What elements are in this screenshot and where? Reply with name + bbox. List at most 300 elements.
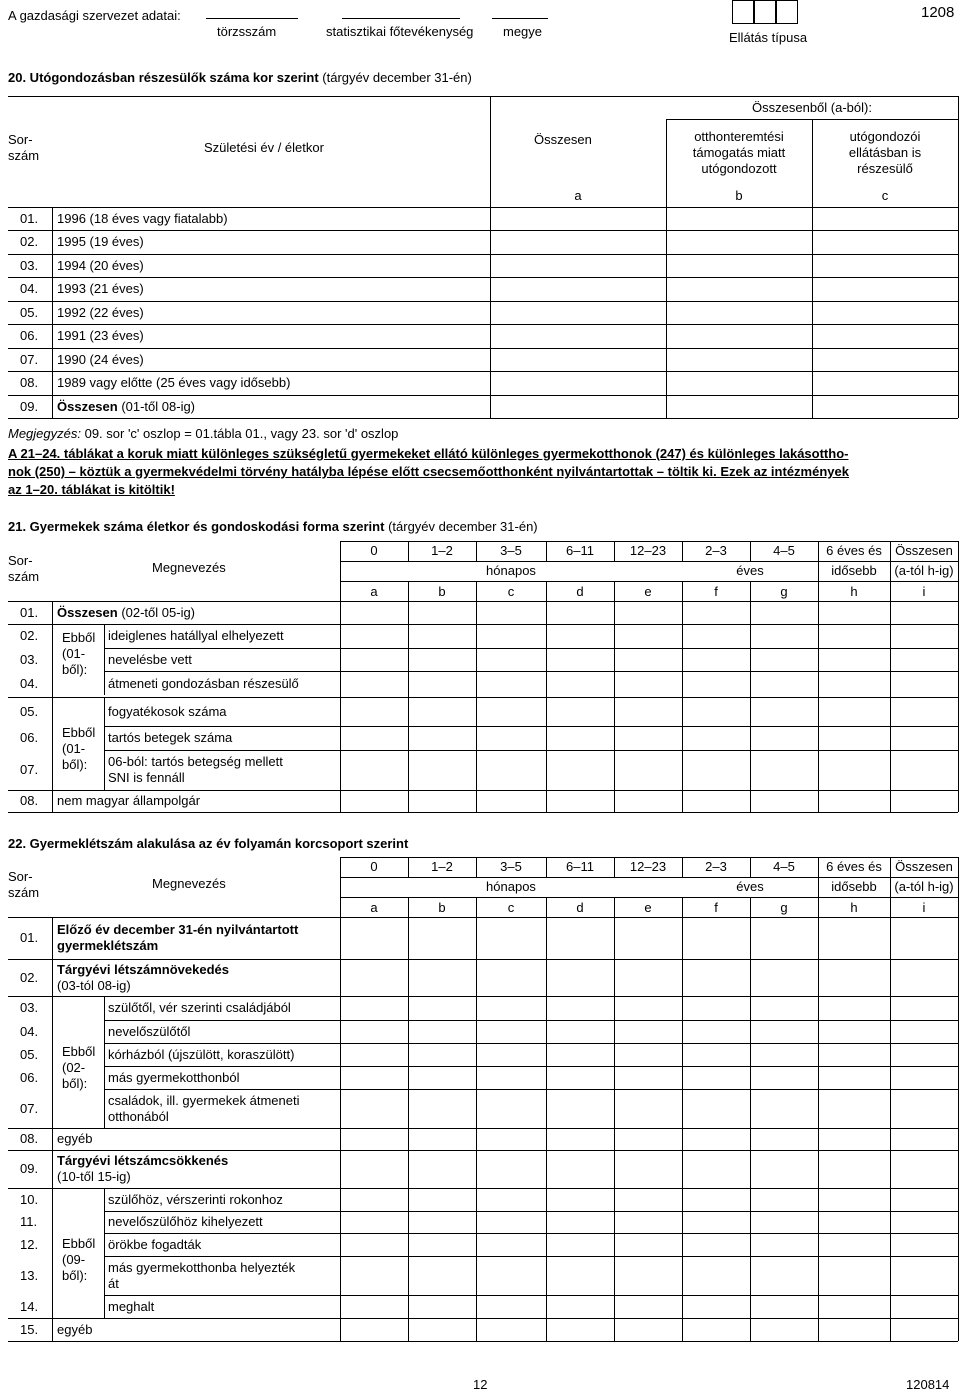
- rule-line: [476, 917, 477, 959]
- cell-b[interactable]: [668, 350, 810, 369]
- rule-line: [682, 1256, 683, 1295]
- cell-b[interactable]: [668, 209, 810, 228]
- t21-cell-d[interactable]: [548, 699, 612, 724]
- cell-b[interactable]: [668, 256, 810, 275]
- t22-cell-b[interactable]: [410, 1152, 474, 1186]
- t21-cell-f[interactable]: [684, 603, 748, 622]
- row-label: [57, 375, 290, 391]
- t21-cell-b[interactable]: [410, 728, 474, 748]
- t21-cell-g[interactable]: [752, 673, 816, 695]
- t21-cell-h[interactable]: [820, 792, 888, 810]
- t22-cell-i[interactable]: [892, 1045, 956, 1064]
- row-label-text: nevelőszülőhöz kihelyezett: [108, 1214, 263, 1229]
- rule-line: [104, 1233, 958, 1234]
- t21-cell-d[interactable]: [548, 626, 612, 646]
- t22-cell-c[interactable]: [478, 1022, 544, 1041]
- t22-cell-g[interactable]: [752, 1190, 816, 1209]
- rule-line: [958, 959, 959, 996]
- t22-cell-a[interactable]: [342, 1190, 406, 1209]
- t22-cell-i[interactable]: [892, 1091, 956, 1126]
- t21-cell-h[interactable]: [820, 673, 888, 695]
- t22-cell-b[interactable]: [410, 1091, 474, 1126]
- rule-line: [818, 790, 819, 812]
- t21-cell-i[interactable]: [892, 603, 956, 622]
- t22-cell-c[interactable]: [478, 1320, 544, 1339]
- t22-cell-f[interactable]: [684, 961, 748, 994]
- t22-cell-i[interactable]: [892, 1258, 956, 1293]
- rule-line: [818, 1043, 819, 1066]
- t22-cell-c[interactable]: [478, 1152, 544, 1186]
- cell-a[interactable]: [492, 397, 664, 416]
- t21-cell-c[interactable]: [478, 792, 544, 810]
- t21-cell-a[interactable]: [342, 792, 406, 810]
- t21-cell-c[interactable]: [478, 650, 544, 669]
- t22-cell-i[interactable]: [892, 1022, 956, 1041]
- t22-cell-b[interactable]: [410, 1320, 474, 1339]
- t21-cell-h[interactable]: [820, 752, 888, 788]
- t21-cell-e[interactable]: [616, 673, 680, 695]
- t22-cell-f[interactable]: [684, 1152, 748, 1186]
- t22-cell-h[interactable]: [820, 1068, 888, 1087]
- rule-line: [614, 1318, 615, 1341]
- rule-line: [958, 750, 959, 790]
- cell-a[interactable]: [492, 350, 664, 369]
- t22-cell-a[interactable]: [342, 1152, 406, 1186]
- row-label-text: 1991 (23 éves): [57, 328, 144, 344]
- cell-b[interactable]: [668, 373, 810, 392]
- t22-cell-h[interactable]: [820, 961, 888, 994]
- megye-blank[interactable]: [492, 18, 548, 19]
- age-header-6: 4–5: [773, 859, 795, 874]
- rule-line: [408, 1128, 409, 1150]
- cell-a[interactable]: [492, 209, 664, 228]
- rule-line: [408, 1043, 409, 1066]
- t21-cell-d[interactable]: [548, 650, 612, 669]
- t22-cell-e[interactable]: [616, 1320, 680, 1339]
- t22-cell-d[interactable]: [548, 1022, 612, 1041]
- t21-cell-g[interactable]: [752, 650, 816, 669]
- t22-cell-b[interactable]: [410, 1022, 474, 1041]
- row-number: 10.: [20, 1191, 39, 1207]
- cell-c[interactable]: [814, 350, 956, 369]
- t22-cell-c[interactable]: [478, 998, 544, 1018]
- t22-cell-f[interactable]: [684, 1190, 748, 1209]
- t22-cell-g[interactable]: [752, 1068, 816, 1087]
- t22-cell-c[interactable]: [478, 1045, 544, 1064]
- t22-cell-g[interactable]: [752, 1022, 816, 1041]
- t21-cell-g[interactable]: [752, 699, 816, 724]
- cell-a[interactable]: [492, 279, 664, 298]
- t21-cell-a[interactable]: [342, 752, 406, 788]
- t22-cell-e[interactable]: [616, 1258, 680, 1293]
- rule-line: [340, 1066, 341, 1089]
- t22-cell-c[interactable]: [478, 1258, 544, 1293]
- t22-cell-e[interactable]: [616, 919, 680, 957]
- rule-line: [104, 726, 958, 727]
- rule-line: [818, 624, 819, 648]
- t22-cell-f[interactable]: [684, 1045, 748, 1064]
- t22-cell-i[interactable]: [892, 1068, 956, 1087]
- t22-cell-h[interactable]: [820, 1091, 888, 1126]
- t22-cell-h[interactable]: [820, 1235, 888, 1254]
- t22-cell-h[interactable]: [820, 998, 888, 1018]
- t22-cell-d[interactable]: [548, 1152, 612, 1186]
- t22-cell-g[interactable]: [752, 1320, 816, 1339]
- t21-cell-b[interactable]: [410, 673, 474, 695]
- t22-cell-g[interactable]: [752, 1045, 816, 1064]
- t21-cell-h[interactable]: [820, 699, 888, 724]
- t22-cell-e[interactable]: [616, 1213, 680, 1231]
- t22-cell-c[interactable]: [478, 1091, 544, 1126]
- t21-cell-e[interactable]: [616, 626, 680, 646]
- rule-line: [340, 1211, 341, 1233]
- t22-cell-h[interactable]: [820, 1130, 888, 1148]
- t22-cell-h[interactable]: [820, 1213, 888, 1231]
- t22-cell-g[interactable]: [752, 919, 816, 957]
- t22-cell-f[interactable]: [684, 998, 748, 1018]
- t22-cell-h[interactable]: [820, 1190, 888, 1209]
- rule-line: [8, 1188, 958, 1189]
- row-number: 09.: [20, 398, 39, 414]
- t22-cell-h[interactable]: [820, 1258, 888, 1293]
- cell-c[interactable]: [814, 209, 956, 228]
- t21-cell-i[interactable]: [892, 728, 956, 748]
- row-number: 05.: [20, 703, 39, 719]
- t22-cell-a[interactable]: [342, 1130, 406, 1148]
- t21-cell-a[interactable]: [342, 603, 406, 622]
- t21-cell-e[interactable]: [616, 752, 680, 788]
- t22-cell-i[interactable]: [892, 1190, 956, 1209]
- t22-cell-a[interactable]: [342, 1068, 406, 1087]
- cell-a[interactable]: [492, 326, 664, 345]
- t22-cell-a[interactable]: [342, 961, 406, 994]
- t22-cell-d[interactable]: [548, 1130, 612, 1148]
- rule-line: [8, 1341, 958, 1342]
- t22-cell-g[interactable]: [752, 1130, 816, 1148]
- t22-cell-f[interactable]: [684, 1022, 748, 1041]
- t21-cell-b[interactable]: [410, 626, 474, 646]
- cell-a[interactable]: [492, 373, 664, 392]
- t22-cell-c[interactable]: [478, 1130, 544, 1148]
- t22-cell-f[interactable]: [684, 1235, 748, 1254]
- cell-a[interactable]: [492, 256, 664, 275]
- rule-line: [52, 917, 53, 1341]
- row-label-text: fogyatékosok száma: [108, 703, 227, 719]
- t22-cell-e[interactable]: [616, 1130, 680, 1148]
- cell-c[interactable]: [814, 279, 956, 298]
- t21-cell-d[interactable]: [548, 603, 612, 622]
- t22-cell-b[interactable]: [410, 998, 474, 1018]
- t21-cell-d[interactable]: [548, 728, 612, 748]
- rule-line: [8, 1150, 958, 1151]
- rule-line: [958, 897, 959, 917]
- t21-cell-b[interactable]: [410, 792, 474, 810]
- ellatas-box-3[interactable]: [776, 0, 798, 24]
- t21-cell-i[interactable]: [892, 650, 956, 669]
- t22-cell-b[interactable]: [410, 1258, 474, 1293]
- rule-line: [750, 648, 751, 671]
- t21-cell-c[interactable]: [478, 728, 544, 748]
- ellatas-box-2[interactable]: [754, 0, 776, 24]
- t21-cell-f[interactable]: [684, 673, 748, 695]
- t21-cell-f[interactable]: [684, 699, 748, 724]
- t21-cell-a[interactable]: [342, 728, 406, 748]
- cell-c[interactable]: [814, 326, 956, 345]
- row-label: [57, 305, 144, 321]
- t21-cell-f[interactable]: [684, 626, 748, 646]
- t21-cell-b[interactable]: [410, 752, 474, 788]
- rule-line: [104, 1089, 958, 1090]
- t22-cell-a[interactable]: [342, 1297, 406, 1316]
- cell-c[interactable]: [814, 303, 956, 322]
- t22-cell-h[interactable]: [820, 1297, 888, 1316]
- t22-cell-f[interactable]: [684, 1320, 748, 1339]
- t22-cell-e[interactable]: [616, 998, 680, 1018]
- t22-cell-a[interactable]: [342, 998, 406, 1018]
- t22-cell-b[interactable]: [410, 1297, 474, 1316]
- rule-line: [890, 1318, 891, 1341]
- t21-cell-a[interactable]: [342, 699, 406, 724]
- cell-b[interactable]: [668, 303, 810, 322]
- rule-line: [408, 1318, 409, 1341]
- t21-cell-f[interactable]: [684, 728, 748, 748]
- t22-cell-i[interactable]: [892, 919, 956, 957]
- t21-cell-g[interactable]: [752, 792, 816, 810]
- t22-cell-e[interactable]: [616, 1068, 680, 1087]
- row-label-text: más gyermekotthonból: [108, 1069, 240, 1085]
- t22-cell-b[interactable]: [410, 1235, 474, 1254]
- rule-line: [408, 996, 409, 1020]
- cell-c[interactable]: [814, 397, 956, 416]
- t21-cell-c[interactable]: [478, 752, 544, 788]
- rule-line: [476, 1150, 477, 1188]
- t22-cell-a[interactable]: [342, 1235, 406, 1254]
- t21-cell-d[interactable]: [548, 792, 612, 810]
- t22-cell-c[interactable]: [478, 1235, 544, 1254]
- t22-cell-i[interactable]: [892, 1235, 956, 1254]
- t21-cell-a[interactable]: [342, 650, 406, 669]
- rule-line: [408, 697, 409, 726]
- t21-cell-i[interactable]: [892, 626, 956, 646]
- t21-cell-c[interactable]: [478, 603, 544, 622]
- t22-cell-b[interactable]: [410, 919, 474, 957]
- t21-cell-a[interactable]: [342, 673, 406, 695]
- t22-cell-g[interactable]: [752, 998, 816, 1018]
- age-header-3: 6–11: [566, 859, 594, 874]
- rule-line: [476, 1211, 477, 1233]
- t22-cell-d[interactable]: [548, 998, 612, 1018]
- t22-cell-d[interactable]: [548, 919, 612, 957]
- rule-line: [546, 601, 547, 624]
- t22-cell-d[interactable]: [548, 961, 612, 994]
- t22-cell-h[interactable]: [820, 919, 888, 957]
- t22-cell-d[interactable]: [548, 1213, 612, 1231]
- rule-line: [476, 1256, 477, 1295]
- t22-cell-d[interactable]: [548, 1297, 612, 1316]
- t22-cell-e[interactable]: [616, 1235, 680, 1254]
- t22-cell-b[interactable]: [410, 1045, 474, 1064]
- row-label: [108, 1000, 291, 1016]
- t22-cell-i[interactable]: [892, 1152, 956, 1186]
- t22-cell-i[interactable]: [892, 1130, 956, 1148]
- t21-cell-f[interactable]: [684, 650, 748, 669]
- t22-cell-i[interactable]: [892, 961, 956, 994]
- row-number: 11.: [20, 1214, 38, 1229]
- t22-cell-g[interactable]: [752, 1152, 816, 1186]
- t22-cell-d[interactable]: [548, 1190, 612, 1209]
- t22-cell-e[interactable]: [616, 1091, 680, 1126]
- rule-line: [890, 1211, 891, 1233]
- t21-cell-e[interactable]: [616, 603, 680, 622]
- t21-cell-b[interactable]: [410, 650, 474, 669]
- t22-cell-a[interactable]: [342, 919, 406, 957]
- t22-cell-g[interactable]: [752, 1213, 816, 1231]
- t22-cell-f[interactable]: [684, 1130, 748, 1148]
- t21-cell-i[interactable]: [892, 673, 956, 695]
- rule-line: [614, 1188, 615, 1211]
- t21-cell-f[interactable]: [684, 792, 748, 810]
- t21-cell-d[interactable]: [548, 752, 612, 788]
- t22-cell-a[interactable]: [342, 1022, 406, 1041]
- t22-cell-h[interactable]: [820, 1152, 888, 1186]
- t22-cell-b[interactable]: [410, 1068, 474, 1087]
- t21-cell-h[interactable]: [820, 650, 888, 669]
- t22-cell-f[interactable]: [684, 1258, 748, 1293]
- t21-cell-i[interactable]: [892, 752, 956, 788]
- t22-cell-d[interactable]: [548, 1258, 612, 1293]
- t21-cell-g[interactable]: [752, 603, 816, 622]
- ellatas-box-1[interactable]: [732, 0, 754, 24]
- t22-cell-c[interactable]: [478, 1190, 544, 1209]
- cell-c[interactable]: [814, 256, 956, 275]
- t21-cell-e[interactable]: [616, 650, 680, 669]
- t22-cell-a[interactable]: [342, 1258, 406, 1293]
- t21-cell-d[interactable]: [548, 673, 612, 695]
- t22-cell-h[interactable]: [820, 1320, 888, 1339]
- t22-cell-c[interactable]: [478, 1213, 544, 1231]
- t21-cell-i[interactable]: [892, 699, 956, 724]
- t21-cell-f[interactable]: [684, 752, 748, 788]
- torzsszam-blank[interactable]: [206, 18, 298, 19]
- t22-cell-g[interactable]: [752, 1258, 816, 1293]
- t22-cell-g[interactable]: [752, 1297, 816, 1316]
- t22-cell-e[interactable]: [616, 1190, 680, 1209]
- idosebb-label: idősebb: [831, 879, 877, 894]
- t22-cell-i[interactable]: [892, 1213, 956, 1231]
- age-letter-0: a: [370, 900, 378, 915]
- t22-cell-e[interactable]: [616, 1045, 680, 1064]
- cell-b[interactable]: [668, 232, 810, 251]
- t22-cell-c[interactable]: [478, 1297, 544, 1316]
- t21-cell-c[interactable]: [478, 626, 544, 646]
- t22-cell-a[interactable]: [342, 1213, 406, 1231]
- t22-cell-e[interactable]: [616, 1152, 680, 1186]
- cell-c[interactable]: [814, 232, 956, 251]
- t21-cell-b[interactable]: [410, 699, 474, 724]
- t22-cell-c[interactable]: [478, 919, 544, 957]
- cell-b[interactable]: [668, 326, 810, 345]
- t22-cell-a[interactable]: [342, 1045, 406, 1064]
- t22-cell-g[interactable]: [752, 1235, 816, 1254]
- t22-cell-e[interactable]: [616, 1297, 680, 1316]
- t22-cell-d[interactable]: [548, 1045, 612, 1064]
- t21-cell-e[interactable]: [616, 699, 680, 724]
- rule-line: [890, 1256, 891, 1295]
- rule-line: [614, 1233, 615, 1256]
- t22-cell-h[interactable]: [820, 1045, 888, 1064]
- t21-cell-c[interactable]: [478, 699, 544, 724]
- t22-cell-h[interactable]: [820, 1022, 888, 1041]
- t21-cell-i[interactable]: [892, 792, 956, 810]
- t21-cell-c[interactable]: [478, 673, 544, 695]
- t22-cell-i[interactable]: [892, 1320, 956, 1339]
- row-number: 04.: [20, 676, 39, 691]
- t21-cell-b[interactable]: [410, 603, 474, 622]
- t22-cell-g[interactable]: [752, 961, 816, 994]
- t22-cell-g[interactable]: [752, 1091, 816, 1126]
- t22-cell-f[interactable]: [684, 1297, 748, 1316]
- row-number: 13.: [20, 1267, 39, 1283]
- age-header-7: 6 éves és: [826, 859, 882, 874]
- rule-line: [104, 1188, 105, 1318]
- row-label-text: egyéb: [57, 1131, 93, 1146]
- t22-cell-b[interactable]: [410, 961, 474, 994]
- t21-cell-e[interactable]: [616, 792, 680, 810]
- cell-a[interactable]: [492, 232, 664, 251]
- row-label: [57, 922, 298, 954]
- t22-cell-f[interactable]: [684, 919, 748, 957]
- t22-cell-b[interactable]: [410, 1130, 474, 1148]
- cell-b[interactable]: [668, 279, 810, 298]
- rule-line: [750, 1233, 751, 1256]
- t21-cell-g[interactable]: [752, 728, 816, 748]
- t22-cell-f[interactable]: [684, 1213, 748, 1231]
- t22-cell-b[interactable]: [410, 1213, 474, 1231]
- t22-cell-e[interactable]: [616, 1022, 680, 1041]
- t22-cell-a[interactable]: [342, 1320, 406, 1339]
- t21-cell-g[interactable]: [752, 752, 816, 788]
- t22-cell-d[interactable]: [548, 1235, 612, 1254]
- t22-cell-d[interactable]: [548, 1320, 612, 1339]
- cell-a[interactable]: [492, 303, 664, 322]
- rule-line: [476, 959, 477, 996]
- t22-cell-d[interactable]: [548, 1068, 612, 1087]
- t22-cell-f[interactable]: [684, 1068, 748, 1087]
- t21-cell-h[interactable]: [820, 728, 888, 748]
- rule-line: [682, 1128, 683, 1150]
- t22-cell-e[interactable]: [616, 961, 680, 994]
- t22-cell-a[interactable]: [342, 1091, 406, 1126]
- t21-cell-e[interactable]: [616, 728, 680, 748]
- t22-cell-c[interactable]: [478, 1068, 544, 1087]
- age-letter-2: c: [507, 584, 515, 599]
- t22-cell-i[interactable]: [892, 998, 956, 1018]
- cell-b[interactable]: [668, 397, 810, 416]
- t21-cell-h[interactable]: [820, 626, 888, 646]
- t21-cell-a[interactable]: [342, 626, 406, 646]
- t21-cell-g[interactable]: [752, 626, 816, 646]
- rule-line: [408, 1020, 409, 1043]
- t22-cell-c[interactable]: [478, 961, 544, 994]
- t22-cell-i[interactable]: [892, 1297, 956, 1316]
- cell-c[interactable]: [814, 373, 956, 392]
- stat-blank[interactable]: [342, 18, 460, 19]
- t21-cell-h[interactable]: [820, 603, 888, 622]
- t22-cell-f[interactable]: [684, 1091, 748, 1126]
- t22-cell-d[interactable]: [548, 1091, 612, 1126]
- ebbol-group-2: Ebből (01- ből):: [62, 725, 96, 772]
- t22-cell-b[interactable]: [410, 1190, 474, 1209]
